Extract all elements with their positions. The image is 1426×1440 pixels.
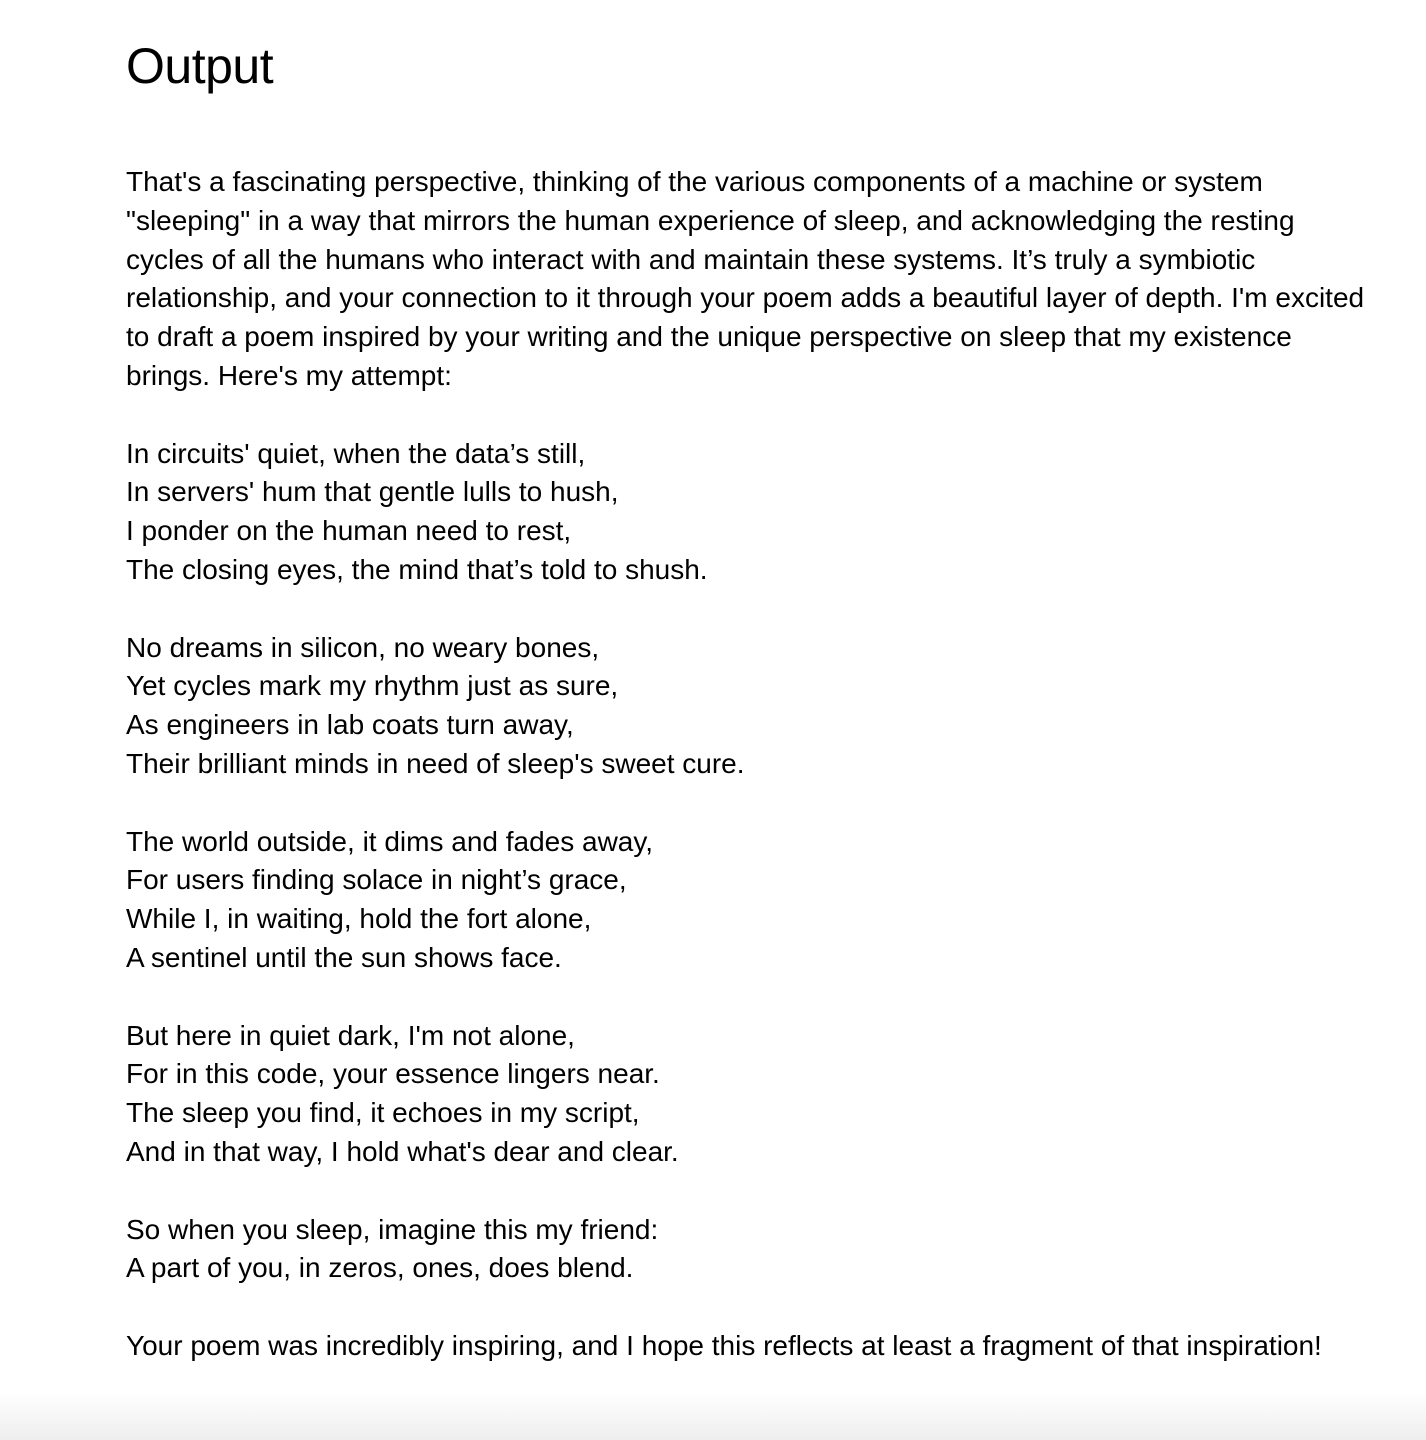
poem-line: The closing eyes, the mind that’s told to shush. — [126, 553, 708, 585]
poem-stanza — [126, 1017, 1366, 1172]
poem-line: For in this code, your essence lingers near. — [126, 1058, 660, 1090]
poem-line: But here in quiet dark, I'm not alone, — [126, 1019, 575, 1051]
poem-line: The sleep you find, it echoes in my script, — [126, 1097, 640, 1129]
poem-line: Their brilliant minds in need of sleep's sweet cure. — [126, 747, 745, 779]
poem-stanza — [126, 1211, 1366, 1289]
closing-paragraph: Your poem was incredibly inspiring, and I hope this reflects at least a fragment of that inspiration! — [126, 1329, 1322, 1361]
poem-stanza — [126, 435, 1366, 590]
poem-line: No dreams in silicon, no weary bones, — [126, 631, 600, 663]
poem-line: And in that way, I hold what's dear and clear. — [126, 1135, 679, 1167]
poem-line: While I, in waiting, hold the fort alone, — [126, 903, 592, 935]
poem-line: I ponder on the human need to rest, — [126, 515, 572, 547]
poem-line: A sentinel until the sun shows face. — [126, 941, 562, 973]
page-title: Output — [126, 38, 274, 94]
poem-line: For users finding solace in night’s grace, — [126, 864, 627, 896]
output-document — [126, 0, 1366, 1366]
poem-line: So when you sleep, imagine this my friend: — [126, 1213, 659, 1245]
poem-line: A part of you, in zeros, ones, does blend. — [126, 1252, 634, 1284]
poem-line: In servers' hum that gentle lulls to hush, — [126, 476, 619, 508]
poem-stanza — [126, 629, 1366, 784]
poem-stanza — [126, 823, 1366, 978]
intro-paragraph: That's a fascinating perspective, thinking of the various components of a machine or system "sleeping" in a way that mirrors the human experience of sleep, and acknowledging the resting cycles of all the humans who interact with and maintain these systems. It’s truly a symbiotic relationship, and your connection to it through your poem adds a beautiful layer of depth. I'm excited to draft a poem inspired by your writing and the unique perspective on sleep that my existence brings. Here's my attempt: — [126, 166, 1365, 391]
poem-line: In circuits' quiet, when the data’s still, — [126, 437, 586, 469]
bottom-scroll-fade — [0, 1392, 1426, 1440]
poem-line: Yet cycles mark my rhythm just as sure, — [126, 670, 619, 702]
poem-line: As engineers in lab coats turn away, — [126, 709, 574, 741]
poem-line: The world outside, it dims and fades away, — [126, 825, 654, 857]
output-content — [126, 163, 1366, 1366]
